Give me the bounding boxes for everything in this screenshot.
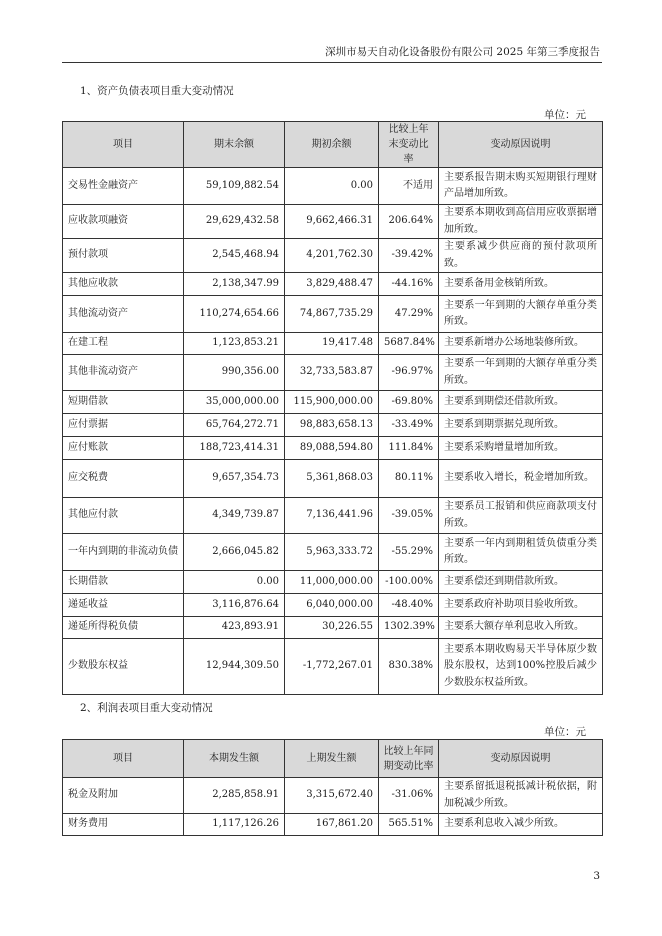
- row-change-ratio: -55.29%: [379, 534, 439, 571]
- row-reason: 主要系本期收到高信用应收票据增加所致。: [439, 205, 603, 239]
- table-row: [63, 205, 603, 239]
- row-reason: 主要系减少供应商的预付款项所致。: [439, 239, 603, 273]
- header-divider: [62, 62, 602, 63]
- row-value-2: 7,136,441.96: [285, 498, 379, 534]
- row-value-2: 11,000,000.00: [285, 571, 379, 594]
- unit-label-balance-sheet: 单位：元: [544, 109, 586, 121]
- column-header-reason: 变动原因说明: [439, 740, 603, 778]
- row-change-ratio: -44.16%: [379, 273, 439, 296]
- row-reason: 主要系到期票据兑现所致。: [439, 414, 603, 437]
- row-change-ratio: 47.29%: [379, 296, 439, 333]
- row-value-2: -1,772,267.01: [285, 639, 379, 695]
- section-heading-income-statement: 2、利润表项目重大变动情况: [80, 702, 213, 714]
- table-row: [63, 355, 603, 391]
- row-reason: 主要系本期收购易天半导体原少数股东股权，达到100%控股后减少少数股东权益所致。: [439, 639, 603, 695]
- row-reason: 主要系备用金核销所致。: [439, 273, 603, 296]
- table-row: [63, 296, 603, 333]
- row-value-2: 98,883,658.13: [285, 414, 379, 437]
- row-value-2: 9,662,466.31: [285, 205, 379, 239]
- row-value-1: 423,893.91: [184, 617, 285, 639]
- row-item-label: 其他流动资产: [63, 296, 184, 333]
- column-header-reason: 变动原因说明: [439, 122, 603, 168]
- row-value-1: 110,274,654.66: [184, 296, 285, 333]
- table-row: [63, 571, 603, 594]
- section-heading-balance-sheet: 1、资产负债表项目重大变动情况: [80, 85, 234, 97]
- table-row: [63, 498, 603, 534]
- row-change-ratio: 80.11%: [379, 460, 439, 498]
- table-row: [63, 414, 603, 437]
- row-reason: 主要系员工报销和供应商款项支付所致。: [439, 498, 603, 534]
- row-change-ratio: -100.00%: [379, 571, 439, 594]
- row-value-2: 19,417.48: [285, 333, 379, 355]
- row-value-2: 89,088,594.80: [285, 437, 379, 460]
- row-value-1: 0.00: [184, 571, 285, 594]
- row-reason: 主要系一年到期的大额存单重分类所致。: [439, 296, 603, 333]
- row-item-label: 交易性金融资产: [63, 168, 184, 205]
- row-reason: 主要系一年到期的大额存单重分类所致。: [439, 355, 603, 391]
- table-row: [63, 617, 603, 639]
- table-row: [63, 639, 603, 695]
- row-item-label: 税金及附加: [63, 778, 184, 814]
- row-change-ratio: -39.42%: [379, 239, 439, 273]
- row-value-1: 3,116,876.64: [184, 594, 285, 617]
- row-item-label: 应收款项融资: [63, 205, 184, 239]
- row-value-1: 9,657,354.73: [184, 460, 285, 498]
- row-value-1: 1,117,126.26: [184, 814, 285, 836]
- income-statement-changes-table: [62, 739, 603, 836]
- table-row: [63, 534, 603, 571]
- row-value-2: 0.00: [285, 168, 379, 205]
- row-item-label: 递延收益: [63, 594, 184, 617]
- row-item-label: 其他应付款: [63, 498, 184, 534]
- row-reason: 主要系大额存单利息收入所致。: [439, 617, 603, 639]
- row-value-1: 2,666,045.82: [184, 534, 285, 571]
- row-value-2: 5,963,333.72: [285, 534, 379, 571]
- row-change-ratio: 1302.39%: [379, 617, 439, 639]
- row-change-ratio: 830.38%: [379, 639, 439, 695]
- row-value-1: 35,000,000.00: [184, 391, 285, 414]
- row-reason: 主要系政府补助项目验收所致。: [439, 594, 603, 617]
- row-reason: 主要系到期偿还借款所致。: [439, 391, 603, 414]
- row-reason: 主要系偿还到期借款所致。: [439, 571, 603, 594]
- page-number: 3: [593, 870, 600, 882]
- row-reason: 主要系新增办公场地装修所致。: [439, 333, 603, 355]
- row-value-1: 12,944,309.50: [184, 639, 285, 695]
- row-value-2: 3,315,672.40: [285, 778, 379, 814]
- row-value-2: 4,201,762.30: [285, 239, 379, 273]
- table-row: [63, 273, 603, 296]
- row-change-ratio: -33.49%: [379, 414, 439, 437]
- row-change-ratio: -69.80%: [379, 391, 439, 414]
- row-item-label: 应付账款: [63, 437, 184, 460]
- row-item-label: 长期借款: [63, 571, 184, 594]
- row-item-label: 一年内到期的非流动负债: [63, 534, 184, 571]
- column-header-prior-period: 上期发生额: [285, 740, 379, 778]
- row-item-label: 其他应收款: [63, 273, 184, 296]
- row-value-1: 4,349,739.87: [184, 498, 285, 534]
- row-value-2: 30,226.55: [285, 617, 379, 639]
- row-change-ratio: 111.84%: [379, 437, 439, 460]
- column-header-start-balance: 期初余额: [285, 122, 379, 168]
- report-header-title: 深圳市易天自动化设备股份有限公司 2025 年第三季度报告: [325, 46, 600, 58]
- row-value-2: 32,733,583.87: [285, 355, 379, 391]
- row-item-label: 递延所得税负债: [63, 617, 184, 639]
- column-header-change-ratio: 比较上年同期变动比率: [379, 740, 439, 778]
- column-header-item: 项目: [63, 740, 184, 778]
- row-item-label: 应付票据: [63, 414, 184, 437]
- row-change-ratio: 565.51%: [379, 814, 439, 836]
- table-row: [63, 778, 603, 814]
- row-item-label: 应交税费: [63, 460, 184, 498]
- row-value-2: 115,900,000.00: [285, 391, 379, 414]
- row-change-ratio: 5687.84%: [379, 333, 439, 355]
- row-reason: 主要系报告期末购买短期银行理财产品增加所致。: [439, 168, 603, 205]
- row-value-1: 990,356.00: [184, 355, 285, 391]
- table-header-row: [63, 122, 603, 168]
- row-change-ratio: 不适用: [379, 168, 439, 205]
- row-change-ratio: -96.97%: [379, 355, 439, 391]
- table-row: [63, 168, 603, 205]
- balance-sheet-changes-table: [62, 121, 603, 695]
- table-row: [63, 437, 603, 460]
- row-reason: 主要系采购增量增加所致。: [439, 437, 603, 460]
- row-value-1: 2,285,858.91: [184, 778, 285, 814]
- row-reason: 主要系留抵退税抵减计税依据，附加税减少所致。: [439, 778, 603, 814]
- row-value-2: 74,867,735.29: [285, 296, 379, 333]
- column-header-item: 项目: [63, 122, 184, 168]
- row-item-label: 预付款项: [63, 239, 184, 273]
- table-row: [63, 239, 603, 273]
- row-value-1: 188,723,414.31: [184, 437, 285, 460]
- row-reason: 主要系一年内到期租赁负债重分类所致。: [439, 534, 603, 571]
- column-header-end-balance: 期末余额: [184, 122, 285, 168]
- row-value-2: 5,361,868.03: [285, 460, 379, 498]
- row-value-1: 2,138,347.99: [184, 273, 285, 296]
- row-value-1: 2,545,468.94: [184, 239, 285, 273]
- row-value-1: 1,123,853.21: [184, 333, 285, 355]
- row-change-ratio: 206.64%: [379, 205, 439, 239]
- table-row: [63, 460, 603, 498]
- row-value-1: 65,764,272.71: [184, 414, 285, 437]
- column-header-change-ratio: 比较上年末变动比率: [379, 122, 439, 168]
- row-reason: 主要系利息收入减少所致。: [439, 814, 603, 836]
- row-reason: 主要系收入增长，税金增加所致。: [439, 460, 603, 498]
- table-row: [63, 814, 603, 836]
- row-item-label: 其他非流动资产: [63, 355, 184, 391]
- column-header-current-period: 本期发生额: [184, 740, 285, 778]
- table-row: [63, 333, 603, 355]
- row-item-label: 财务费用: [63, 814, 184, 836]
- row-item-label: 在建工程: [63, 333, 184, 355]
- table-header-row: [63, 740, 603, 778]
- row-value-2: 3,829,488.47: [285, 273, 379, 296]
- row-change-ratio: -31.06%: [379, 778, 439, 814]
- row-item-label: 少数股东权益: [63, 639, 184, 695]
- table-row: [63, 391, 603, 414]
- row-value-1: 59,109,882.54: [184, 168, 285, 205]
- unit-label-income-statement: 单位：元: [544, 726, 586, 738]
- row-value-2: 167,861.20: [285, 814, 379, 836]
- row-value-1: 29,629,432.58: [184, 205, 285, 239]
- row-change-ratio: -48.40%: [379, 594, 439, 617]
- row-value-2: 6,040,000.00: [285, 594, 379, 617]
- table-row: [63, 594, 603, 617]
- row-item-label: 短期借款: [63, 391, 184, 414]
- row-change-ratio: -39.05%: [379, 498, 439, 534]
